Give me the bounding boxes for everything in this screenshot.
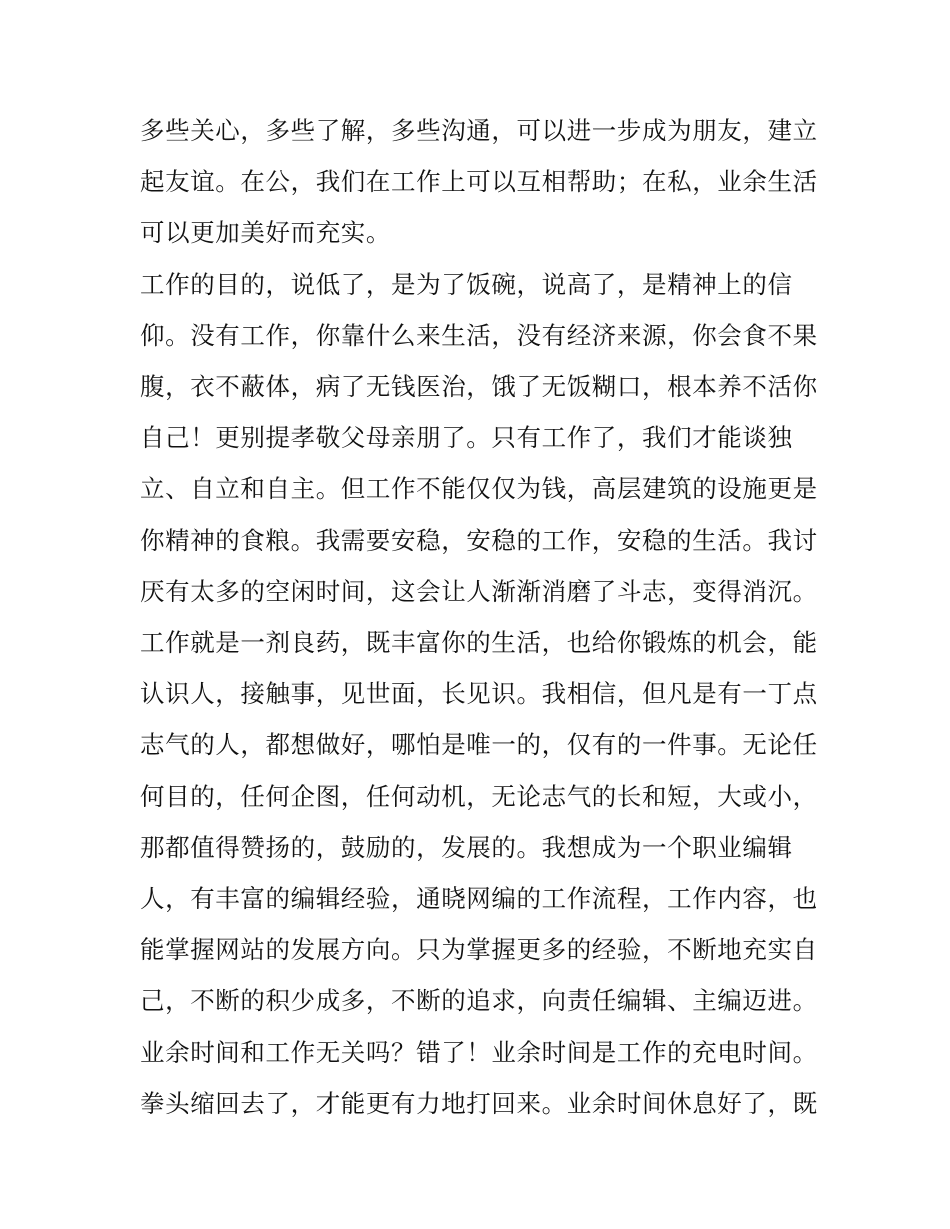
text-line: 仰。没有工作，你靠什么来生活，没有经济来源，你会食不果 — [140, 320, 818, 350]
text-line: 立、自立和自主。但工作不能仅仅为钱，高层建筑的设施更是 — [140, 474, 818, 504]
text-line: 认识人，接触事，见世面，长见识。我相信，但凡是有一丁点 — [140, 679, 818, 709]
text-line: 厌有太多的空闲时间，这会让人渐渐消磨了斗志，变得消沉。 — [140, 576, 818, 606]
text-line: 工作的目的，说低了，是为了饭碗，说高了，是精神上的信 — [140, 269, 793, 299]
text-line: 人，有丰富的编辑经验，通晓网编的工作流程，工作内容，也 — [140, 884, 818, 914]
text-line: 你精神的食粮。我需要安稳，安稳的工作，安稳的生活。我讨 — [140, 525, 818, 555]
text-line: 己，不断的积少成多，不断的追求，向责任编辑、主编迈进。 — [140, 986, 818, 1016]
text-line: 自己！更别提孝敬父母亲朋了。只有工作了，我们才能谈独 — [140, 423, 793, 453]
text-line: 可以更加美好而充实。 — [140, 218, 391, 248]
text-line: 起友谊。在公，我们在工作上可以互相帮助；在私，业余生活 — [140, 167, 818, 197]
text-line: 能掌握网站的发展方向。只为掌握更多的经验，不断地充实自 — [140, 935, 818, 965]
text-line: 志气的人，都想做好，哪怕是唯一的，仅有的一件事。无论任 — [140, 730, 818, 760]
text-line: 业余时间和工作无关吗？错了！业余时间是工作的充电时间。 — [140, 1037, 818, 1067]
text-line: 何目的，任何企图，任何动机，无论志气的长和短，大或小， — [140, 781, 818, 811]
text-line: 工作就是一剂良药，既丰富你的生活，也给你锻炼的机会，能 — [140, 628, 818, 658]
text-line: 那都值得赞扬的，鼓励的，发展的。我想成为一个职业编辑 — [140, 832, 793, 862]
text-line: 拳头缩回去了，才能更有力地打回来。业余时间休息好了，既 — [140, 1088, 818, 1118]
text-line: 多些关心，多些了解，多些沟通，可以进一步成为朋友，建立 — [140, 116, 818, 145]
text-line: 腹，衣不蔽体，病了无钱医治，饿了无饭糊口，根本养不活你 — [140, 372, 818, 402]
body-text — [140, 105, 820, 1129]
